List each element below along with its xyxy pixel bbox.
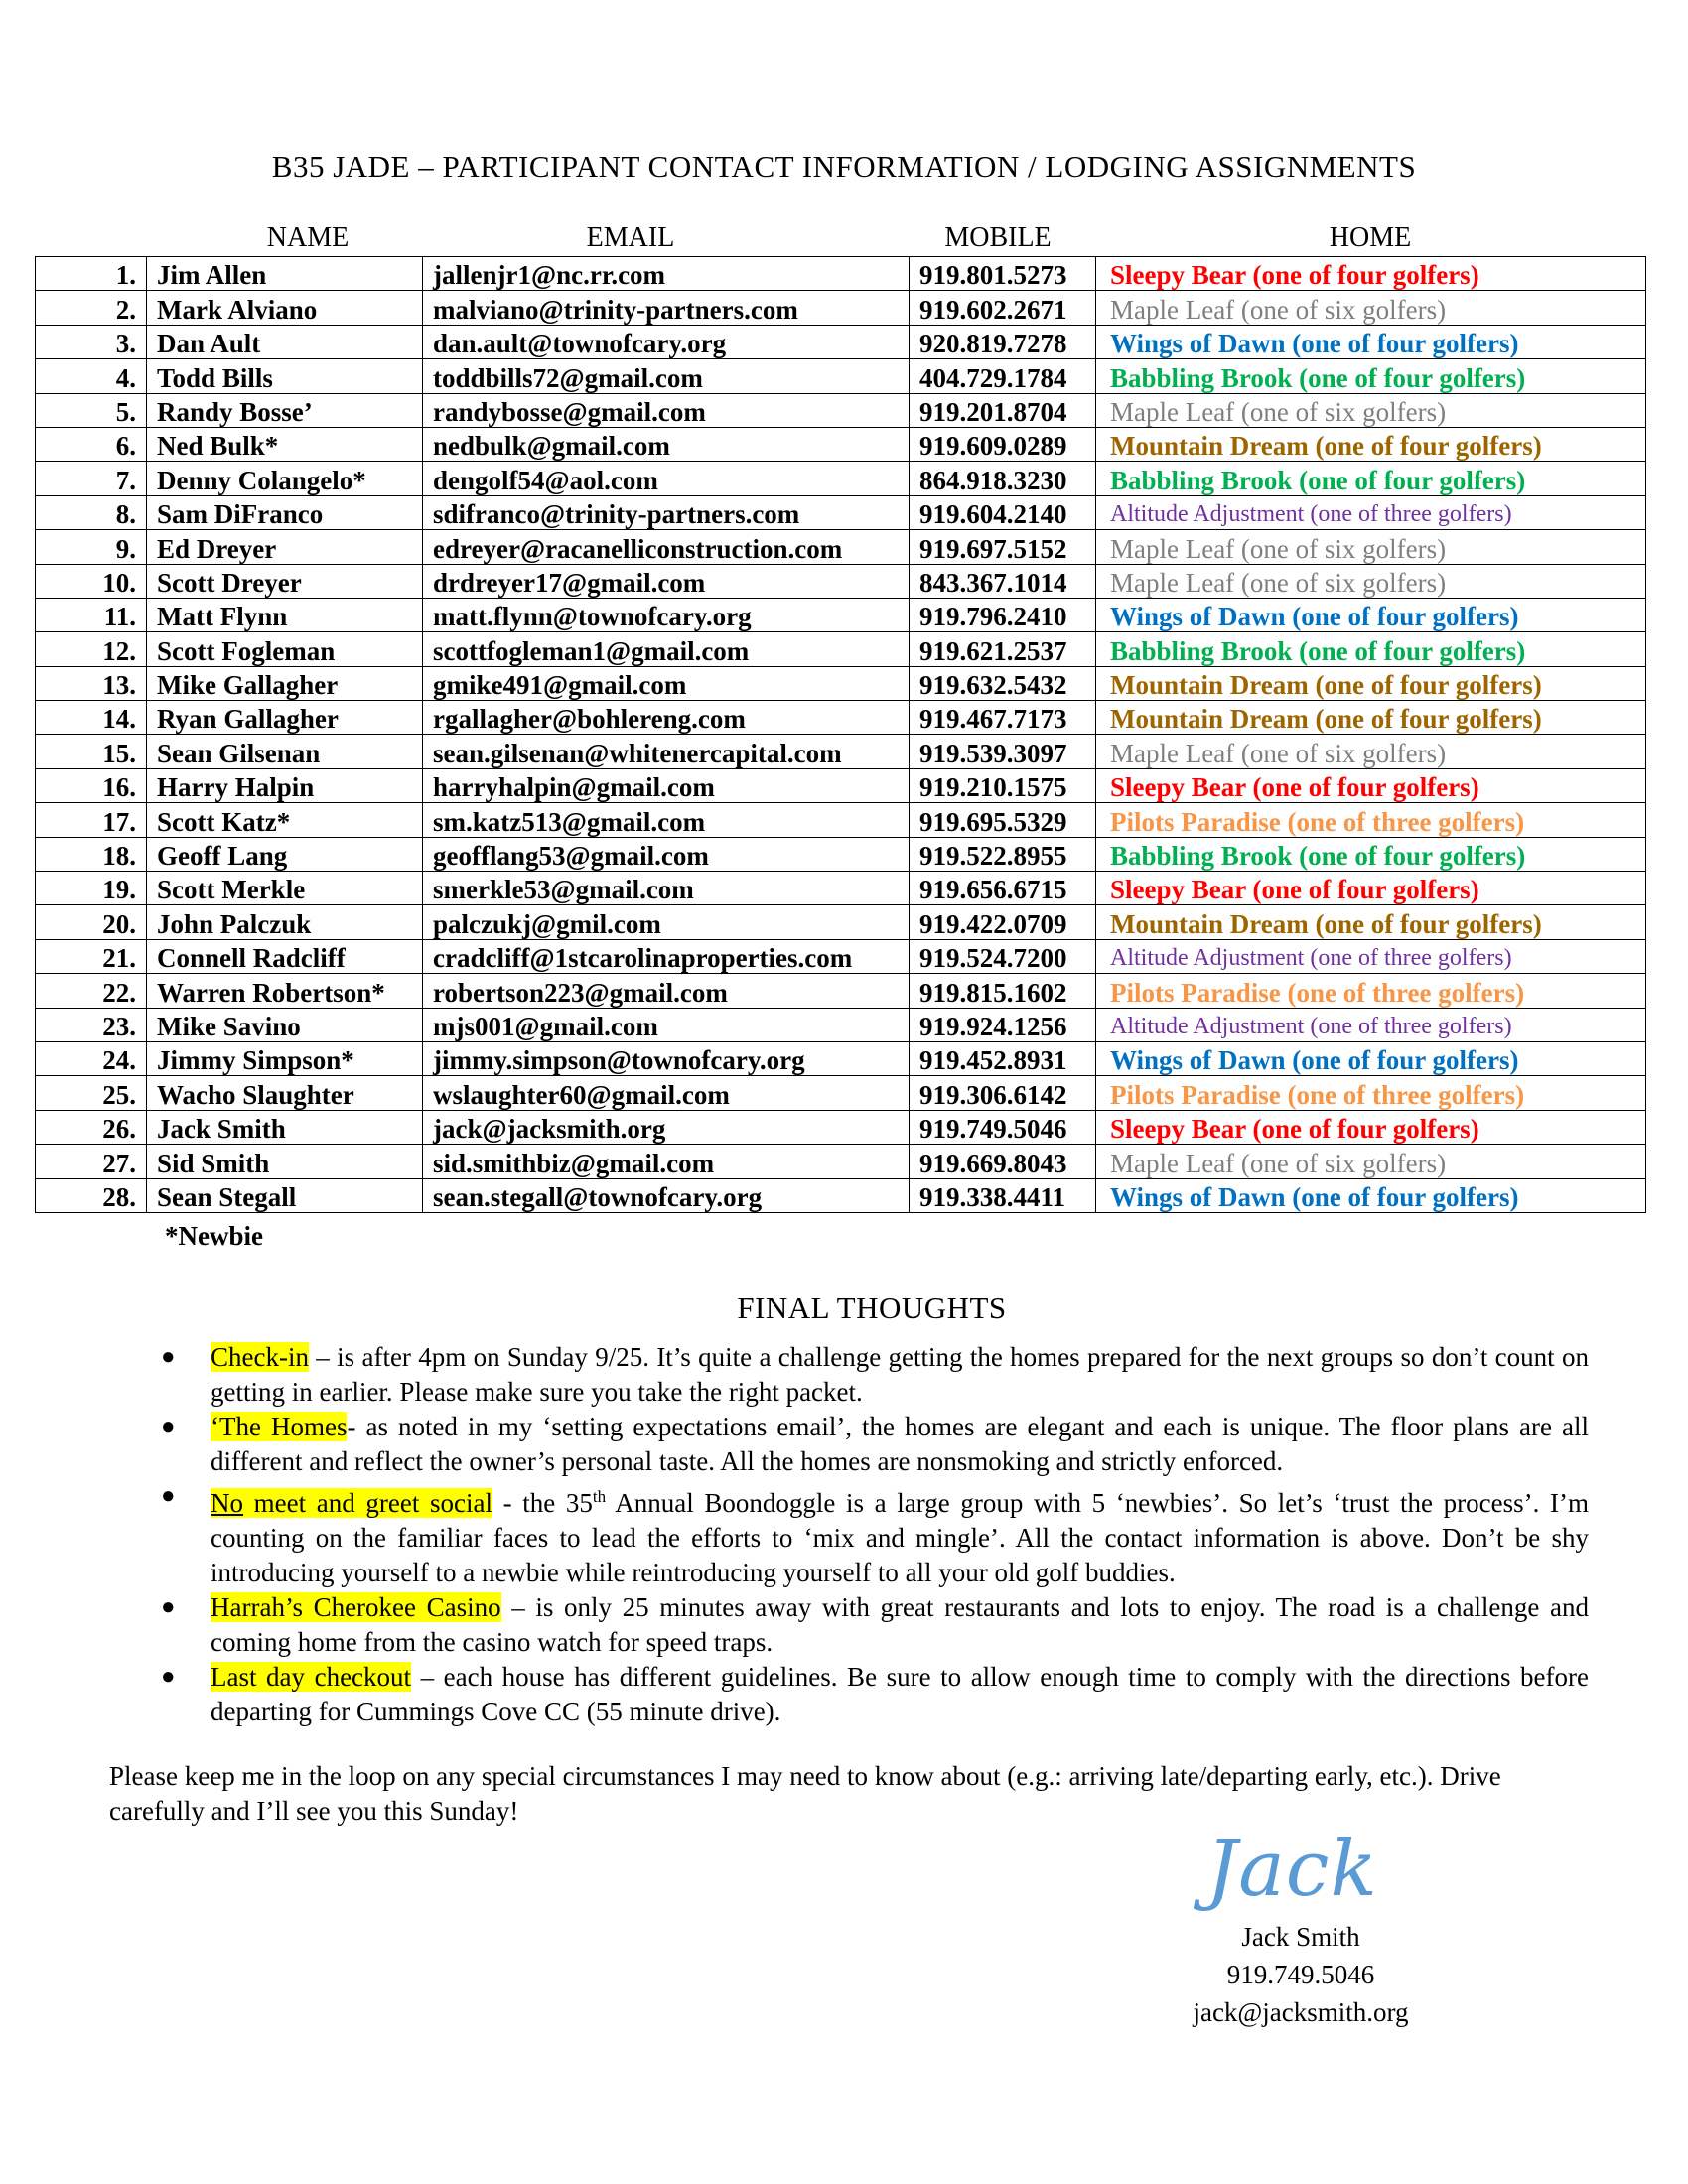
participant-name: Jack Smith — [147, 1110, 423, 1144]
participant-email[interactable]: nedbulk@gmail.com — [423, 427, 910, 461]
row-number: 19. — [36, 872, 147, 905]
table-row — [36, 427, 1646, 461]
participant-name: Randy Bosse’ — [147, 393, 423, 427]
participant-mobile: 919.210.1575 — [910, 768, 1096, 802]
table-row — [36, 1008, 1646, 1041]
participant-email[interactable]: dan.ault@townofcary.org — [423, 325, 910, 358]
participant-name: Ed Dreyer — [147, 530, 423, 564]
participant-name: Ned Bulk* — [147, 427, 423, 461]
participant-table — [35, 256, 1646, 1213]
participant-home: Altitude Adjustment (one of three golfers) — [1096, 1008, 1646, 1041]
row-number: 11. — [36, 598, 147, 631]
table-row — [36, 1178, 1646, 1212]
participant-home: Pilots Paradise (one of three golfers) — [1096, 1076, 1646, 1110]
participant-email[interactable]: gmike491@gmail.com — [423, 666, 910, 700]
participant-home: Maple Leaf (one of six golfers) — [1096, 735, 1646, 768]
item-text: – is after 4pm on Sunday 9/25. It’s quite a challenge getting the homes prepared for the next groups so don’t count on getting in earlier. Please make sure you take the right packet. — [211, 1342, 1589, 1407]
row-number: 7. — [36, 462, 147, 495]
table-row — [36, 530, 1646, 564]
list-item — [149, 1410, 1589, 1479]
row-number: 10. — [36, 564, 147, 598]
item-text: - as noted in my ‘setting expectations email’, the homes are elegant and each is unique. The floor plans are all different and reflect the owner’s personal taste. All the homes are nonsmoking and strictly enforced. — [211, 1412, 1589, 1476]
participant-name: Ryan Gallagher — [147, 701, 423, 735]
participant-name: Geoff Lang — [147, 837, 423, 871]
item-text: – is only 25 minutes away with great restaurants and lots to enjoy. The road is a challenge and coming home from the casino watch for speed traps. — [211, 1592, 1589, 1657]
closing-paragraph: Please keep me in the loop on any special circumstances I may need to know about (e.g.: arriving late/departing early, etc.). Drive carefully and I’ll see you this Sunday! — [109, 1761, 1501, 1826]
participant-name: Dan Ault — [147, 325, 423, 358]
table-row — [36, 632, 1646, 666]
participant-mobile: 864.918.3230 — [910, 462, 1096, 495]
participant-mobile: 919.522.8955 — [910, 837, 1096, 871]
participant-home: Babbling Brook (one of four golfers) — [1096, 632, 1646, 666]
participant-name: Sid Smith — [147, 1145, 423, 1178]
participant-name: Scott Katz* — [147, 803, 423, 837]
participant-name: Scott Dreyer — [147, 564, 423, 598]
participant-name: John Palczuk — [147, 905, 423, 939]
participant-email[interactable]: wslaughter60@gmail.com — [423, 1076, 910, 1110]
participant-mobile: 919.539.3097 — [910, 735, 1096, 768]
row-number: 27. — [36, 1145, 147, 1178]
highlight-text-inner: No meet and greet social — [211, 1488, 492, 1518]
participant-name: Warren Robertson* — [147, 974, 423, 1008]
participant-home: Wings of Dawn (one of four golfers) — [1096, 1041, 1646, 1075]
table-row — [36, 1110, 1646, 1144]
participant-email[interactable]: randybosse@gmail.com — [423, 393, 910, 427]
participant-email[interactable]: smerkle53@gmail.com — [423, 872, 910, 905]
row-number: 24. — [36, 1041, 147, 1075]
highlight-text: Last day checkout — [211, 1662, 412, 1692]
participant-email[interactable]: drdreyer17@gmail.com — [423, 564, 910, 598]
participant-email[interactable]: palczukj@gmil.com — [423, 905, 910, 939]
participant-mobile: 843.367.1014 — [910, 564, 1096, 598]
participant-name: Scott Merkle — [147, 872, 423, 905]
participant-mobile: 919.801.5273 — [910, 257, 1096, 291]
participant-mobile: 919.656.6715 — [910, 872, 1096, 905]
participant-email[interactable]: sid.smithbiz@gmail.com — [423, 1145, 910, 1178]
participant-mobile: 919.749.5046 — [910, 1110, 1096, 1144]
participant-mobile: 919.815.1602 — [910, 974, 1096, 1008]
participant-home: Mountain Dream (one of four golfers) — [1096, 427, 1646, 461]
column-header-mobile: MOBILE — [944, 222, 1052, 253]
participant-name: Todd Bills — [147, 359, 423, 393]
participant-email[interactable]: jimmy.simpson@townofcary.org — [423, 1041, 910, 1075]
participant-home: Sleepy Bear (one of four golfers) — [1096, 872, 1646, 905]
list-item — [149, 1590, 1589, 1660]
page-title: B35 JADE – PARTICIPANT CONTACT INFORMATION / LODGING ASSIGNMENTS — [271, 149, 1417, 184]
participant-mobile: 919.924.1256 — [910, 1008, 1096, 1041]
participant-name: Jimmy Simpson* — [147, 1041, 423, 1075]
table-row — [36, 872, 1646, 905]
list-item — [149, 1340, 1589, 1410]
row-number: 22. — [36, 974, 147, 1008]
participant-name: Mark Alviano — [147, 291, 423, 325]
participant-home: Sleepy Bear (one of four golfers) — [1096, 1110, 1646, 1144]
row-number: 1. — [36, 257, 147, 291]
participant-email[interactable]: robertson223@gmail.com — [423, 974, 910, 1008]
table-row — [36, 291, 1646, 325]
participant-email[interactable]: sm.katz513@gmail.com — [423, 803, 910, 837]
column-header-email: EMAIL — [586, 222, 675, 253]
row-number: 15. — [36, 735, 147, 768]
participant-mobile: 920.819.7278 — [910, 325, 1096, 358]
participant-email[interactable]: rgallagher@bohlereng.com — [423, 701, 910, 735]
table-row — [36, 974, 1646, 1008]
bullet-icon: ● — [161, 1483, 176, 1509]
section-title-final-thoughts: FINAL THOUGHTS — [737, 1291, 1007, 1325]
participant-mobile: 919.697.5152 — [910, 530, 1096, 564]
participant-email[interactable]: mjs001@gmail.com — [423, 1008, 910, 1041]
participant-email[interactable]: dengolf54@aol.com — [423, 462, 910, 495]
participant-mobile: 919.338.4411 — [910, 1178, 1096, 1212]
participant-name: Jim Allen — [147, 257, 423, 291]
participant-mobile: 919.201.8704 — [910, 393, 1096, 427]
underlined-word: No — [211, 1488, 243, 1518]
list-item — [149, 1660, 1589, 1729]
participant-mobile: 919.695.5329 — [910, 803, 1096, 837]
table-row — [36, 564, 1646, 598]
participant-mobile: 919.524.7200 — [910, 939, 1096, 973]
participant-name: Sean Stegall — [147, 1178, 423, 1212]
handwritten-signature: Jack — [1206, 1825, 1378, 1914]
row-number: 25. — [36, 1076, 147, 1110]
participant-mobile: 404.729.1784 — [910, 359, 1096, 393]
row-number: 4. — [36, 359, 147, 393]
row-number: 13. — [36, 666, 147, 700]
participant-name: Wacho Slaughter — [147, 1076, 423, 1110]
signature-phone: 919.749.5046 — [1226, 1960, 1375, 1989]
participant-home: Maple Leaf (one of six golfers) — [1096, 1145, 1646, 1178]
signature-name: Jack Smith — [1241, 1922, 1360, 1952]
table-row — [36, 359, 1646, 393]
participant-home: Mountain Dream (one of four golfers) — [1096, 905, 1646, 939]
item-sup: th — [592, 1487, 607, 1506]
row-number: 28. — [36, 1178, 147, 1212]
table-row — [36, 666, 1646, 700]
highlight-text — [211, 1488, 492, 1518]
row-number: 17. — [36, 803, 147, 837]
row-number: 3. — [36, 325, 147, 358]
row-number: 6. — [36, 427, 147, 461]
row-number: 8. — [36, 495, 147, 529]
participant-home: Pilots Paradise (one of three golfers) — [1096, 803, 1646, 837]
participant-home: Babbling Brook (one of four golfers) — [1096, 462, 1646, 495]
participant-email[interactable]: harryhalpin@gmail.com — [423, 768, 910, 802]
participant-mobile: 919.422.0709 — [910, 905, 1096, 939]
table-row — [36, 701, 1646, 735]
participant-name: Mike Savino — [147, 1008, 423, 1041]
participant-mobile: 919.669.8043 — [910, 1145, 1096, 1178]
list-item — [149, 1479, 1589, 1590]
row-number: 9. — [36, 530, 147, 564]
participant-name: Harry Halpin — [147, 768, 423, 802]
table-row — [36, 837, 1646, 871]
highlight-text: ‘The Homes — [211, 1412, 348, 1441]
participant-mobile: 919.602.2671 — [910, 291, 1096, 325]
participant-mobile: 919.467.7173 — [910, 701, 1096, 735]
participant-mobile: 919.796.2410 — [910, 598, 1096, 631]
item-text: Annual Boondoggle is a large group with 5 ‘newbies’. So let’s ‘trust the process’. I’m counting on the familiar faces to lead the efforts to ‘mix and mingle’. All the contact information is above. Don’t be shy introducing yourself to a newbie while reintroducing yourself to all your old golf buddies. — [211, 1488, 1589, 1587]
row-number: 5. — [36, 393, 147, 427]
participant-email[interactable]: geofflang53@gmail.com — [423, 837, 910, 871]
table-row — [36, 325, 1646, 358]
table-row — [36, 803, 1646, 837]
newbie-note: *Newbie — [165, 1221, 263, 1251]
participant-home: Sleepy Bear (one of four golfers) — [1096, 257, 1646, 291]
participant-email[interactable]: malviano@trinity-partners.com — [423, 291, 910, 325]
participant-mobile: 919.604.2140 — [910, 495, 1096, 529]
participant-email[interactable]: jallenjr1@nc.rr.com — [423, 257, 910, 291]
participant-email[interactable]: toddbills72@gmail.com — [423, 359, 910, 393]
table-row — [36, 939, 1646, 973]
bullet-icon: ● — [161, 1664, 176, 1690]
participant-email[interactable]: scottfogleman1@gmail.com — [423, 632, 910, 666]
participant-email[interactable]: sean.gilsenan@whitenercapital.com — [423, 735, 910, 768]
participant-mobile: 919.452.8931 — [910, 1041, 1096, 1075]
participant-mobile: 919.632.5432 — [910, 666, 1096, 700]
highlight-text: Harrah’s Cherokee Casino — [211, 1592, 501, 1622]
participant-email[interactable]: jack@jacksmith.org — [423, 1110, 910, 1144]
row-number: 18. — [36, 837, 147, 871]
table-row — [36, 905, 1646, 939]
final-thoughts-list — [149, 1340, 1589, 1729]
participant-name: Mike Gallagher — [147, 666, 423, 700]
participant-home: Maple Leaf (one of six golfers) — [1096, 393, 1646, 427]
participant-home: Altitude Adjustment (one of three golfers) — [1096, 495, 1646, 529]
table-row — [36, 735, 1646, 768]
participant-name: Sean Gilsenan — [147, 735, 423, 768]
participant-home: Babbling Brook (one of four golfers) — [1096, 837, 1646, 871]
participant-name: Scott Fogleman — [147, 632, 423, 666]
row-number: 21. — [36, 939, 147, 973]
participant-mobile: 919.306.6142 — [910, 1076, 1096, 1110]
participant-home: Pilots Paradise (one of three golfers) — [1096, 974, 1646, 1008]
table-row — [36, 1145, 1646, 1178]
table-row — [36, 598, 1646, 631]
participant-mobile: 919.621.2537 — [910, 632, 1096, 666]
row-number: 20. — [36, 905, 147, 939]
table-row — [36, 1076, 1646, 1110]
item-text-a: - the 35 — [492, 1488, 593, 1518]
row-number: 2. — [36, 291, 147, 325]
participant-home: Wings of Dawn (one of four golfers) — [1096, 598, 1646, 631]
column-header-home: HOME — [1329, 222, 1412, 253]
signature-block — [1132, 1918, 1470, 2031]
bullet-icon: ● — [161, 1594, 176, 1620]
table-row — [36, 257, 1646, 291]
signature-email: jack@jacksmith.org — [1193, 1997, 1409, 2027]
row-number: 12. — [36, 632, 147, 666]
column-header-name: NAME — [266, 222, 350, 253]
participant-home: Babbling Brook (one of four golfers) — [1096, 359, 1646, 393]
participant-home: Maple Leaf (one of six golfers) — [1096, 530, 1646, 564]
participant-email[interactable]: sdifranco@trinity-partners.com — [423, 495, 910, 529]
row-number: 16. — [36, 768, 147, 802]
participant-email[interactable]: cradcliff@1stcarolinaproperties.com — [423, 939, 910, 973]
participant-email[interactable]: sean.stegall@townofcary.org — [423, 1178, 910, 1212]
row-number: 26. — [36, 1110, 147, 1144]
table-row — [36, 1041, 1646, 1075]
highlight-text: Check-in — [211, 1342, 309, 1372]
row-number: 14. — [36, 701, 147, 735]
participant-home: Maple Leaf (one of six golfers) — [1096, 564, 1646, 598]
participant-home: Maple Leaf (one of six golfers) — [1096, 291, 1646, 325]
item-text: – each house has different guidelines. Be sure to allow enough time to comply with the directions before departing for Cummings Cove CC (55 minute drive). — [211, 1662, 1589, 1726]
row-number: 23. — [36, 1008, 147, 1041]
participant-name: Connell Radcliff — [147, 939, 423, 973]
bullet-icon: ● — [161, 1344, 176, 1370]
participant-home: Mountain Dream (one of four golfers) — [1096, 701, 1646, 735]
table-row — [36, 462, 1646, 495]
participant-name: Sam DiFranco — [147, 495, 423, 529]
participant-home: Mountain Dream (one of four golfers) — [1096, 666, 1646, 700]
bullet-icon: ● — [161, 1414, 176, 1439]
participant-name: Matt Flynn — [147, 598, 423, 631]
participant-home: Sleepy Bear (one of four golfers) — [1096, 768, 1646, 802]
participant-name: Denny Colangelo* — [147, 462, 423, 495]
table-row — [36, 495, 1646, 529]
participant-email[interactable]: edreyer@racanelliconstruction.com — [423, 530, 910, 564]
participant-email[interactable]: matt.flynn@townofcary.org — [423, 598, 910, 631]
participant-mobile: 919.609.0289 — [910, 427, 1096, 461]
participant-home: Wings of Dawn (one of four golfers) — [1096, 325, 1646, 358]
table-row — [36, 768, 1646, 802]
participant-home: Wings of Dawn (one of four golfers) — [1096, 1178, 1646, 1212]
participant-home: Altitude Adjustment (one of three golfers) — [1096, 939, 1646, 973]
table-row — [36, 393, 1646, 427]
